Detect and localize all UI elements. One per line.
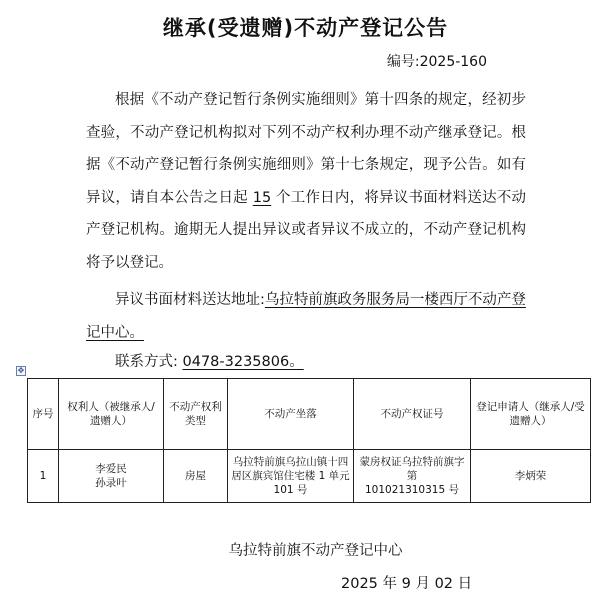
header-applicant: 登记申请人（继承人/受遗赠人） (471, 379, 591, 450)
issue-date: 2025 年 9 月 02 日 (341, 576, 473, 592)
holder-name-1: 李爱民 (95, 463, 127, 475)
header-serial-no: 序号 (28, 379, 59, 450)
header-certificate-no: 不动产权证号 (354, 379, 471, 450)
contact-label: 联系方式: (115, 354, 183, 370)
table-header-row (28, 379, 591, 450)
holder-name-2: 孙录叶 (95, 477, 127, 489)
cell-applicant: 李炳荣 (471, 450, 591, 503)
objection-address-label: 异议书面材料送达地址: (115, 292, 265, 308)
certificate-no-number: 101021310315 号 (364, 484, 459, 496)
issuing-organization: 乌拉特前旗不动产登记中心 (228, 543, 403, 559)
objection-period-days: 15 (252, 189, 272, 206)
notice-number: 编号:2025-160 (386, 54, 487, 70)
body-text-part-2: 个工作日内，将异议书面材料送达不动产登记机构。逾期无人提出异议或者异议不成立的，不动产登记机构将予以登记。 (86, 189, 527, 271)
cell-serial-no: 1 (28, 450, 59, 503)
cell-right-type: 房屋 (164, 450, 228, 503)
header-right-holder: 权利人（被继承人/遗赠人） (59, 379, 164, 450)
notice-title: 继承(受遗赠)不动产登记公告 (162, 16, 449, 40)
contact-paragraph (86, 349, 526, 375)
cell-right-holder (59, 450, 164, 503)
certificate-no-prefix: 蒙房权证乌拉特前旗字第 (359, 456, 465, 482)
table-row (28, 450, 591, 503)
cell-property-location: 乌拉特前旗乌拉山镇十四居区旗宾馆住宅楼 1 单元 101 号 (228, 450, 354, 503)
header-right-type: 不动产权利类型 (164, 379, 228, 450)
header-property-location: 不动产坐落 (228, 379, 354, 450)
registration-table (27, 378, 591, 503)
notice-body-paragraph (86, 84, 526, 279)
objection-address-paragraph (86, 284, 526, 349)
objection-address-value: 乌拉特前旗政务服务局一楼西厅不动产登记中心。 (86, 292, 526, 341)
contact-phone: 0478-3235806。 (182, 354, 304, 370)
body-text-part-1: 根据《不动产登记暂行条例实施细则》第十四条的规定，经初步查验，不动产登记机构拟对下列不动产权利办理不动产继承登记。根据《不动产登记暂行条例实施细则》第十七条规定，现予公告。如有异议，请自本公告之日起 (86, 92, 526, 206)
cell-certificate-no (354, 450, 471, 503)
table-move-handle-icon[interactable]: ✥ (17, 366, 25, 375)
